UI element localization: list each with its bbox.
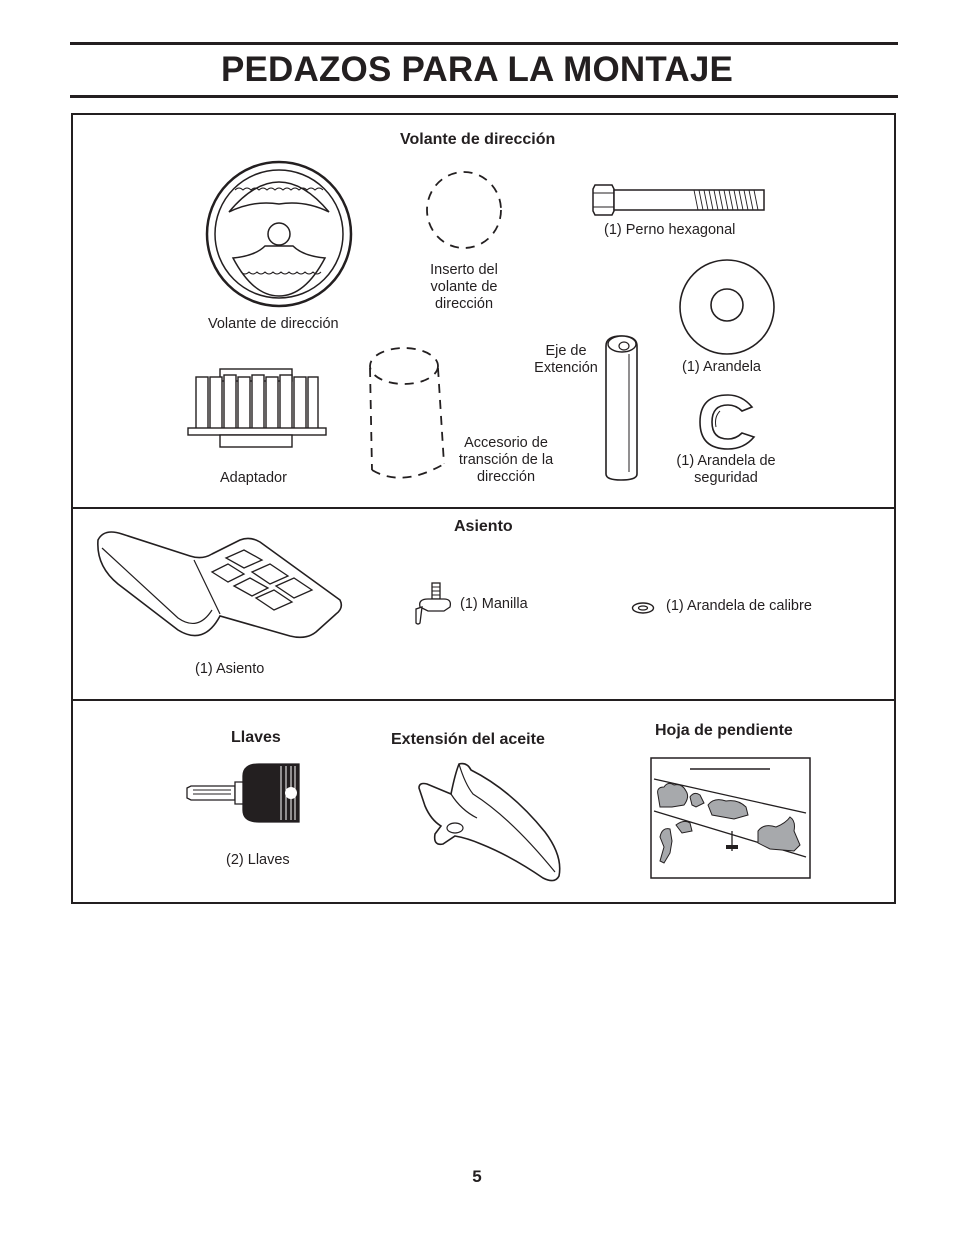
page-title: PEDAZOS PARA LA MONTAJE [220, 50, 734, 89]
title-underline [70, 95, 898, 98]
flat-washer-label: (1) Arandela [682, 359, 761, 375]
gauge-washer-label: (1) Arandela de calibre [666, 598, 812, 614]
wheel-insert-label-line1: Inserto del [430, 262, 498, 278]
seat-illustration [94, 526, 344, 658]
slope-sheet-heading: Hoja de pendiente [655, 722, 793, 739]
transition-fitting-label-line2: transción de la [458, 452, 554, 468]
hex-bolt-label: (1) Perno hexagonal [604, 222, 736, 238]
knob-label: (1) Manilla [460, 596, 528, 612]
wheel-insert-label [414, 262, 514, 313]
adapter-illustration [186, 365, 330, 449]
transition-fitting-label [450, 435, 562, 486]
wheel-insert-label-line2: volante de [430, 279, 498, 295]
page-number: 5 [472, 1167, 482, 1186]
seat-heading: Asiento [454, 518, 513, 535]
lock-washer-label-line2: seguridad [694, 470, 758, 486]
extension-shaft-label-line1: Eje de [545, 343, 587, 359]
extension-shaft-label [528, 343, 604, 377]
keys-label: (2) Llaves [226, 852, 290, 868]
steering-wheel-label: Volante de dirección [208, 316, 339, 332]
flat-washer-illustration [677, 257, 777, 357]
lock-washer-label [664, 453, 788, 487]
wheel-insert-label-line3: dirección [434, 296, 494, 312]
transition-fitting-label-line1: Accesorio de [464, 435, 548, 451]
oil-extension-illustration [415, 760, 565, 884]
steering-heading: Volante de dirección [400, 131, 556, 148]
wheel-insert-illustration [424, 170, 504, 250]
extension-shaft-illustration [603, 332, 643, 482]
knob-illustration [414, 581, 454, 627]
keys-heading: Llaves [231, 729, 281, 746]
adapter-label: Adaptador [220, 470, 287, 486]
steering-wheel-illustration [205, 160, 355, 310]
transition-fitting-illustration [366, 344, 452, 484]
oil-extension-heading: Extensión del aceite [391, 731, 545, 748]
slope-sheet-illustration [650, 757, 811, 879]
seat-label: (1) Asiento [195, 661, 265, 677]
top-rule [70, 42, 898, 45]
hex-bolt-illustration [590, 181, 770, 221]
lock-washer-illustration [694, 393, 764, 453]
lock-washer-label-line1: (1) Arandela de [676, 453, 776, 469]
key-illustration [183, 760, 307, 826]
gauge-washer-illustration [631, 601, 655, 615]
extension-shaft-label-line2: Extención [534, 360, 598, 376]
transition-fitting-label-line3: dirección [476, 469, 536, 485]
